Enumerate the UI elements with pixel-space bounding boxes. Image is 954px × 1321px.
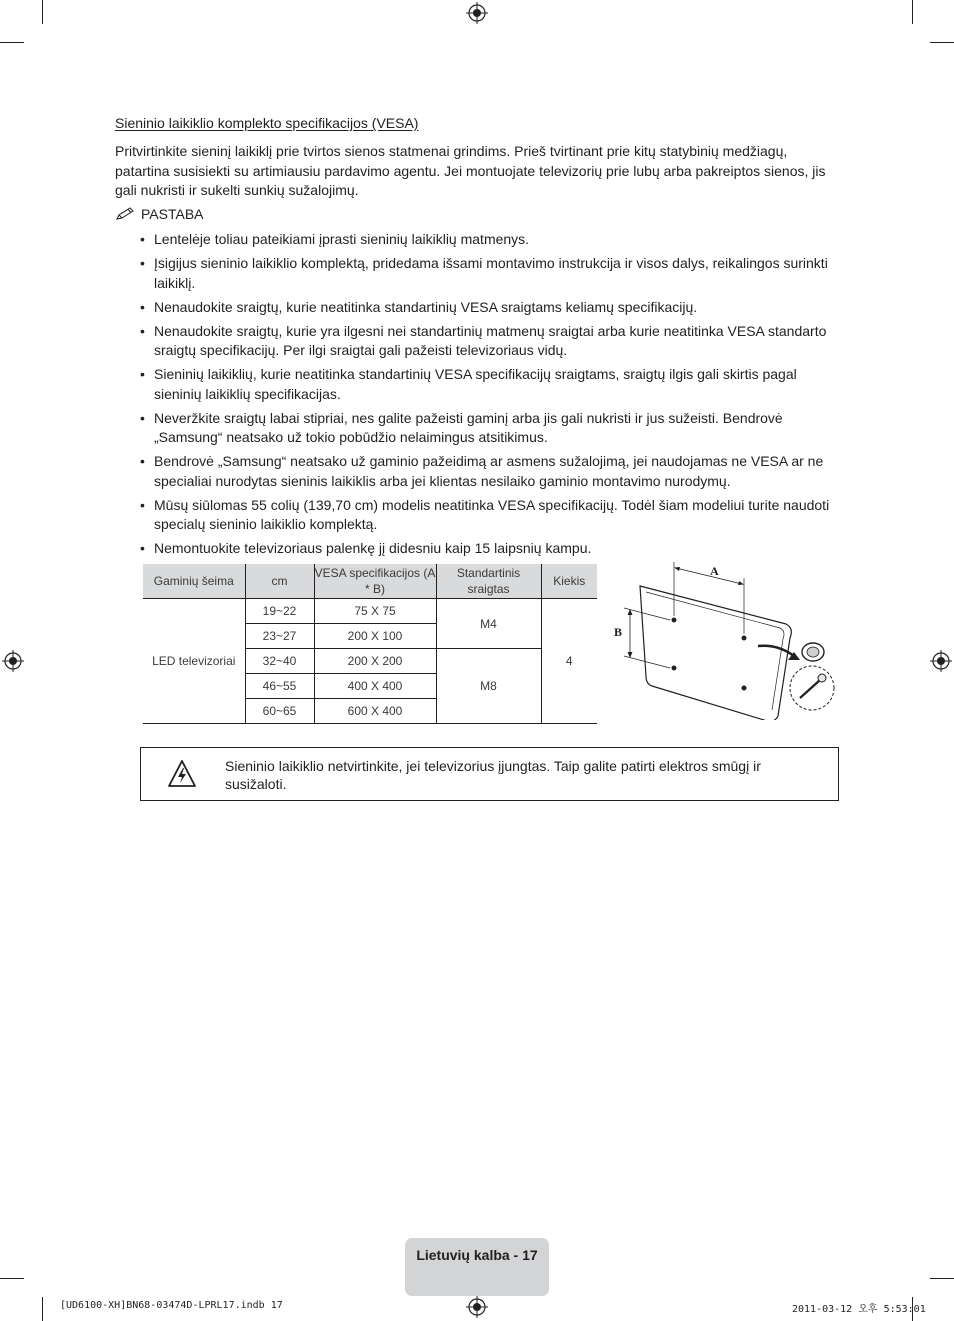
table-row: [143, 599, 597, 624]
list-item: • Sieninių laikiklių, kurie neatitinka standartinių VESA specifikacijų sraigtams, sraigtų ilgis gali skirtis pagal sieninių laikiklių specifikacijas.: [140, 365, 840, 404]
quantity-cell: 4: [541, 599, 597, 724]
list-item: • Įsigijus sieninio laikiklio komplektą, pridedama išsami montavimo instrukcija ir visos dalys, reikalingos surinkti laikiklį.: [140, 254, 840, 293]
note-list: [140, 230, 840, 563]
vesa-cell: 75 X 75: [314, 599, 436, 624]
registration-mark-icon: [466, 2, 488, 24]
vesa-cell: 400 X 400: [314, 674, 436, 699]
pencil-icon: [115, 207, 137, 221]
list-item: • Nemontuokite televizoriaus palenkę jį didesniu kaip 15 laipsnių kampu.: [140, 539, 840, 559]
crop-mark: [42, 0, 43, 24]
list-item: • Nenaudokite sraigtų, kurie neatitinka standartinių VESA sraigtams keliamų specifikacijų.: [140, 298, 840, 318]
list-item: • Mūsų siūlomas 55 colių (139,70 cm) modelis neatitinka VESA specifikacijų. Todėl šiam modeliui turite naudoti specialų sieninio laikiklio komplektą.: [140, 496, 840, 535]
page-label: Lietuvių kalba - 17: [416, 1247, 538, 1263]
list-item: • Bendrovė „Samsung“ neatsako už gaminio pažeidimą ar asmens sužalojimą, jei naudojamas ne VESA ar ne specialiai nurodytas sieninis laikiklis arba jei klientas nesilaiko gaminio montavimo nurodymų.: [140, 452, 840, 491]
table-header-row: [143, 564, 597, 599]
crop-mark: [930, 1278, 954, 1279]
size-cell: 32~40: [245, 649, 314, 674]
list-item: • Neveržkite sraigtų labai stipriai, nes galite pažeisti gaminį arba jis gali nukristi ir jus sužeisti. Bendrovė „Samsung“ neatsako už tokio pobūdžio nelaimingus atsitikimus.: [140, 409, 840, 448]
registration-mark-icon: [2, 650, 24, 672]
size-cell: 60~65: [245, 699, 314, 724]
crop-mark: [0, 1278, 24, 1279]
column-header: cm: [245, 564, 314, 599]
vesa-cell: 200 X 200: [314, 649, 436, 674]
list-item: • Lentelėje toliau pateikiami įprasti sieninių laikiklių matmenys.: [140, 230, 840, 250]
product-family-cell: LED televizoriai: [143, 599, 245, 724]
tv-back-panel: [640, 586, 791, 720]
tv-back-mount-diagram: [608, 556, 840, 720]
column-header: Standartinis sraigtas: [436, 564, 541, 599]
section-title: Sieninio laikiklio komplekto specifikacijos (VESA): [115, 115, 419, 131]
page-number-tab: [405, 1238, 549, 1296]
note-label: PASTABA: [141, 206, 204, 222]
crop-mark: [930, 42, 954, 43]
size-cell: 46~55: [245, 674, 314, 699]
registration-mark-icon: [466, 1296, 488, 1318]
size-cell: 23~27: [245, 624, 314, 649]
mount-hole: [742, 686, 747, 691]
warning-box: [140, 747, 839, 801]
registration-mark-icon: [930, 650, 952, 672]
file-info: [UD6100-XH]BN68-03474D-LPRL17.indb 17: [60, 1300, 283, 1311]
vesa-cell: 600 X 400: [314, 699, 436, 724]
size-cell: 19~22: [245, 599, 314, 624]
print-timestamp: 2011-03-12 오후 5:53:01: [792, 1304, 926, 1315]
electric-shock-warning-icon: [167, 759, 197, 789]
dimension-b-label: B: [614, 625, 623, 639]
list-item: • Nenaudokite sraigtų, kurie yra ilgesni nei standartinių matmenų sraigtai arba kurie neatitinka VESA standarto sraigtų specifikacijų. Per ilgi sraigtai gali pažeisti televizoriaus vidų.: [140, 322, 840, 361]
mount-hole: [742, 636, 747, 641]
vesa-cell: 200 X 100: [314, 624, 436, 649]
mount-hole: [672, 618, 677, 623]
crop-mark: [912, 0, 913, 24]
column-header: Gaminių šeima: [143, 564, 245, 599]
vesa-spec-table: [143, 564, 597, 724]
screw-cell: M4: [436, 599, 541, 649]
mount-hole: [672, 666, 677, 671]
warning-text: Sieninio laikiklio netvirtinkite, jei televizorius įjungtas. Taip galite patirti elektros smūgį ir susižaloti.: [225, 758, 761, 792]
intro-paragraph: Pritvirtinkite sieninį laikiklį prie tvirtos sienos statmenai grindims. Prieš tvirtinant prie kitų statybinių medžiagų, patartina susisiekti su artimiausiu pardavimo agentu. Jei montuojate televizorių prie lubų arba pakreiptos sienos, jis gali nukristi ir sukelti sunkių sužalojimų.: [115, 143, 826, 198]
note-heading: [115, 206, 204, 222]
screw-cell: M8: [436, 649, 541, 724]
column-header: Kiekis: [541, 564, 597, 599]
column-header: VESA specifikacijos (A * B): [314, 564, 436, 599]
crop-mark: [0, 42, 24, 43]
crop-mark: [42, 1297, 43, 1321]
dimension-a-label: A: [710, 564, 719, 578]
